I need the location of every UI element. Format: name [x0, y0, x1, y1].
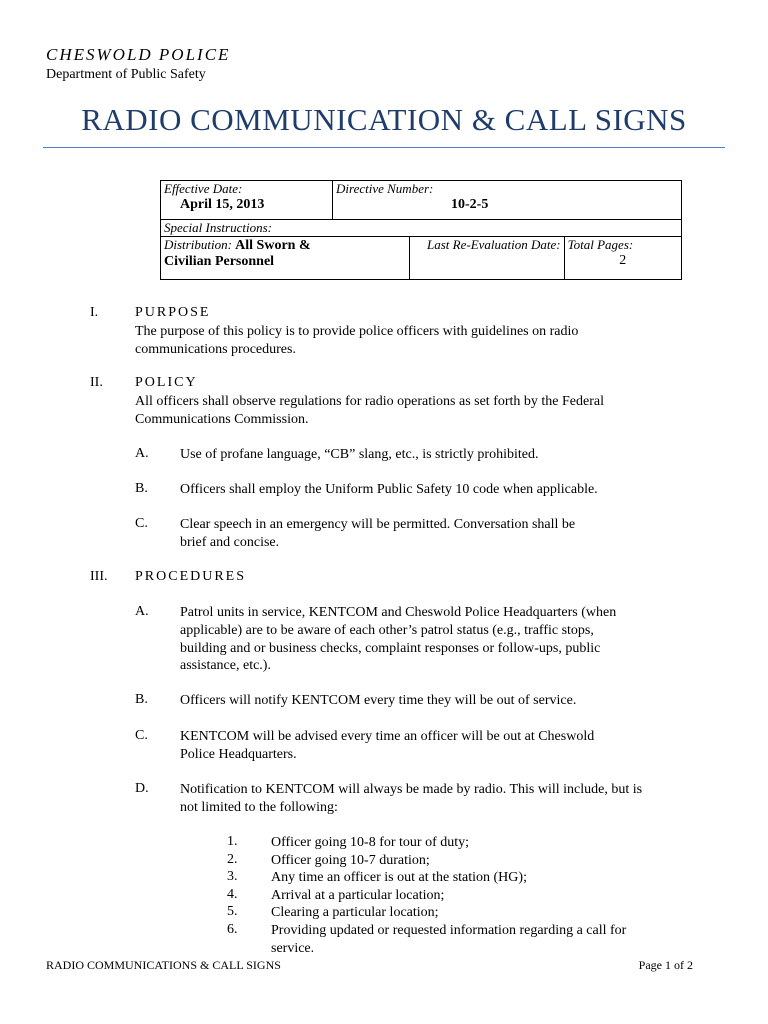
directive-number-value: 10-2-5: [451, 197, 489, 212]
section-3-heading: PROCEDURES: [135, 569, 247, 584]
procedure-item-d-letter: D.: [135, 781, 149, 796]
directive-number-cell: [333, 181, 682, 220]
procedure-item-d-line-1: Notification to KENTCOM will always be made by radio. This will include, but is: [180, 782, 643, 797]
subitem-1-number: 1.: [227, 834, 238, 849]
subitem-5-number: 5.: [227, 904, 238, 919]
subitem-4-text: Arrival at a particular location;: [271, 888, 445, 903]
distribution-value-line1: All Sworn &: [235, 238, 311, 253]
organization-name: CHESWOLD POLICE: [46, 45, 231, 64]
procedure-item-b-letter: B.: [135, 692, 148, 707]
reevaluation-date-cell: [410, 237, 565, 279]
policy-item-c-line-1: Clear speech in an emergency will be permitted. Conversation shall be: [180, 517, 576, 532]
purpose-line-1: The purpose of this policy is to provide police officers with guidelines on radio: [135, 324, 579, 339]
subitem-6-line-1: Providing updated or requested information regarding a call for: [271, 923, 627, 938]
procedure-item-a-line-3: building and or business checks, complaint responses or follow-ups, public: [180, 641, 601, 656]
subitem-6-line-2: service.: [271, 941, 315, 956]
section-2-numeral: II.: [90, 375, 103, 390]
effective-date-value: April 15, 2013: [180, 197, 265, 212]
procedure-item-c-line-1: KENTCOM will be advised every time an officer will be out at Cheswold: [180, 729, 595, 744]
procedure-item-c-line-2: Police Headquarters.: [180, 747, 297, 762]
policy-item-a-letter: A.: [135, 446, 149, 461]
reevaluation-date-label: Last Re-Evaluation Date:: [427, 237, 561, 252]
section-1-numeral: I.: [90, 305, 99, 320]
total-pages-value: 2: [619, 253, 627, 268]
directive-number-label: Directive Number:: [336, 181, 434, 196]
subitem-1-text: Officer going 10-8 for tour of duty;: [271, 835, 470, 850]
policy-item-a-text: Use of profane language, “CB” slang, etc., is strictly prohibited.: [180, 447, 539, 462]
title-divider: [43, 147, 725, 148]
policy-item-c-letter: C.: [135, 516, 148, 531]
subitem-2-number: 2.: [227, 852, 238, 867]
subitem-5-text: Clearing a particular location;: [271, 905, 439, 920]
procedure-item-c-letter: C.: [135, 728, 148, 743]
policy-item-c-line-2: brief and concise.: [180, 535, 280, 550]
procedure-item-a-line-4: assistance, etc.).: [180, 658, 271, 673]
policy-line-2: Communications Commission.: [135, 412, 309, 427]
subitem-3-number: 3.: [227, 869, 238, 884]
footer-page-number: Page 1 of 2: [638, 958, 693, 972]
procedure-item-a-line-1: Patrol units in service, KENTCOM and Cheswold Police Headquarters (when: [180, 605, 617, 620]
purpose-line-2: communications procedures.: [135, 342, 296, 357]
department-name: Department of Public Safety: [46, 67, 206, 82]
page-title: RADIO COMMUNICATION & CALL SIGNS: [81, 102, 687, 137]
section-3-numeral: III.: [90, 569, 108, 584]
special-instructions-label: Special Instructions:: [164, 220, 272, 235]
effective-date-label: Effective Date:: [164, 181, 243, 196]
distribution-label: Distribution:: [164, 237, 232, 252]
reevaluation-and-pages-cell: [409, 237, 681, 280]
subitem-3-text: Any time an officer is out at the station (HG);: [271, 870, 527, 885]
subitem-6-number: 6.: [227, 922, 238, 937]
effective-date-cell: [161, 181, 333, 220]
policy-line-1: All officers shall observe regulations for radio operations as set forth by the Federal: [135, 394, 604, 409]
directive-info-table: [160, 180, 682, 280]
distribution-cell: [161, 237, 410, 280]
subitem-4-number: 4.: [227, 887, 238, 902]
procedure-item-a-letter: A.: [135, 604, 149, 619]
total-pages-cell: [564, 237, 681, 279]
footer-document-title: RADIO COMMUNICATIONS & CALL SIGNS: [46, 958, 281, 972]
special-instructions-cell: [161, 220, 682, 237]
distribution-value-line2: Civilian Personnel: [164, 254, 275, 269]
subitem-2-text: Officer going 10-7 duration;: [271, 853, 430, 868]
policy-item-b-letter: B.: [135, 481, 148, 496]
policy-item-b-text: Officers shall employ the Uniform Public Safety 10 code when applicable.: [180, 482, 598, 497]
procedure-item-d-line-2: not limited to the following:: [180, 800, 338, 815]
total-pages-label: Total Pages:: [567, 237, 634, 252]
procedure-item-b-text: Officers will notify KENTCOM every time they will be out of service.: [180, 693, 577, 708]
section-2-heading: POLICY: [135, 375, 198, 390]
section-1-heading: PURPOSE: [135, 305, 211, 320]
procedure-item-a-line-2: applicable) are to be aware of each other’s patrol status (e.g., traffic stops,: [180, 623, 594, 638]
